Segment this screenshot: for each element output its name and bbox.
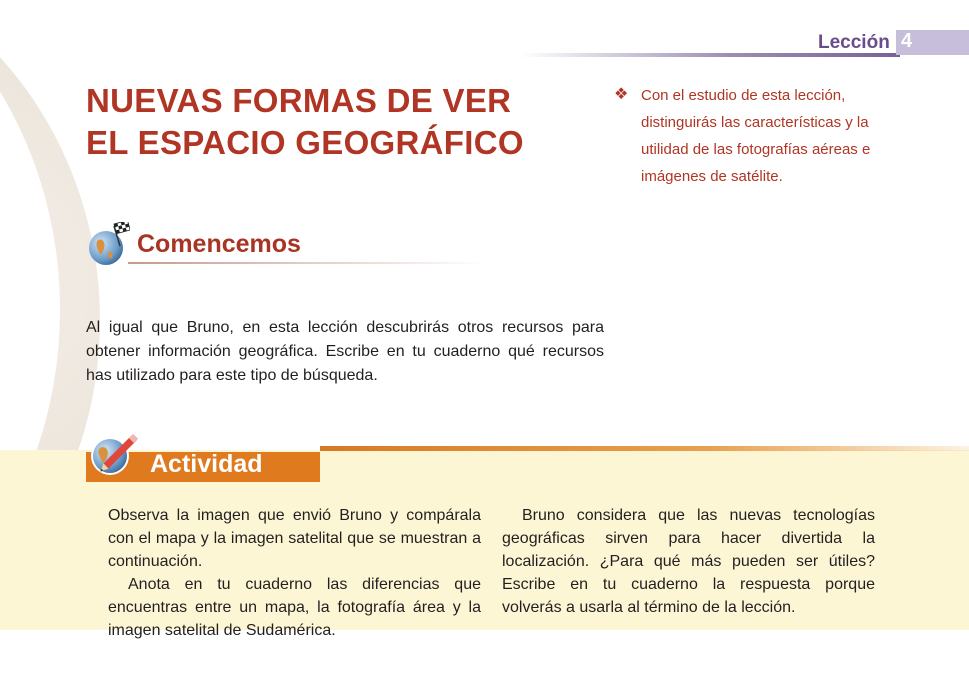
page-title xyxy=(86,80,546,164)
actividad-paragraph: Anota en tu cuaderno las diferencias que encuentras entre un mapa, la fotografía área y la imagen satelital de Sudamérica. xyxy=(108,576,481,639)
actividad-left-column xyxy=(108,504,481,642)
actividad-heading: Actividad xyxy=(150,450,263,478)
globe-pencil-icon xyxy=(90,428,148,478)
comencemos-heading: Comencemos xyxy=(137,230,301,258)
diamond-bullet-icon: ❖ xyxy=(614,86,629,103)
lesson-label: Lección xyxy=(818,32,890,53)
actividad-right-column xyxy=(502,504,875,619)
comencemos-underline xyxy=(128,262,488,264)
lesson-number: 4 xyxy=(901,30,913,52)
page-title-line1: NUEVAS FORMAS DE VER xyxy=(86,82,512,119)
lesson-objective: Con el estudio de esta lección, distinguirás las características y la utilidad de las fotografías aéreas e imágenes de satélite. xyxy=(641,87,871,185)
page-title-line2: EL ESPACIO GEOGRÁFICO xyxy=(86,124,524,161)
actividad-line xyxy=(320,446,969,451)
comencemos-text: Al igual que Bruno, en esta lección descubrirás otros recursos para obtener información geográfica. Escribe en tu cuaderno qué recursos has utilizado para este tipo de búsqueda. xyxy=(86,319,604,384)
actividad-paragraph: Bruno considera que las nuevas tecnologías geográficas sirven para hacer divertida la localización. ¿Para qué más pueden ser útiles? Escribe en tu cuaderno la respuesta porque volverás a usarla al término de la lección. xyxy=(502,507,875,616)
actividad-paragraph: Observa la imagen que envió Bruno y compárala con el mapa y la imagen satelital que se muestran a continuación. xyxy=(108,507,481,570)
globe-flag-icon xyxy=(86,222,130,266)
